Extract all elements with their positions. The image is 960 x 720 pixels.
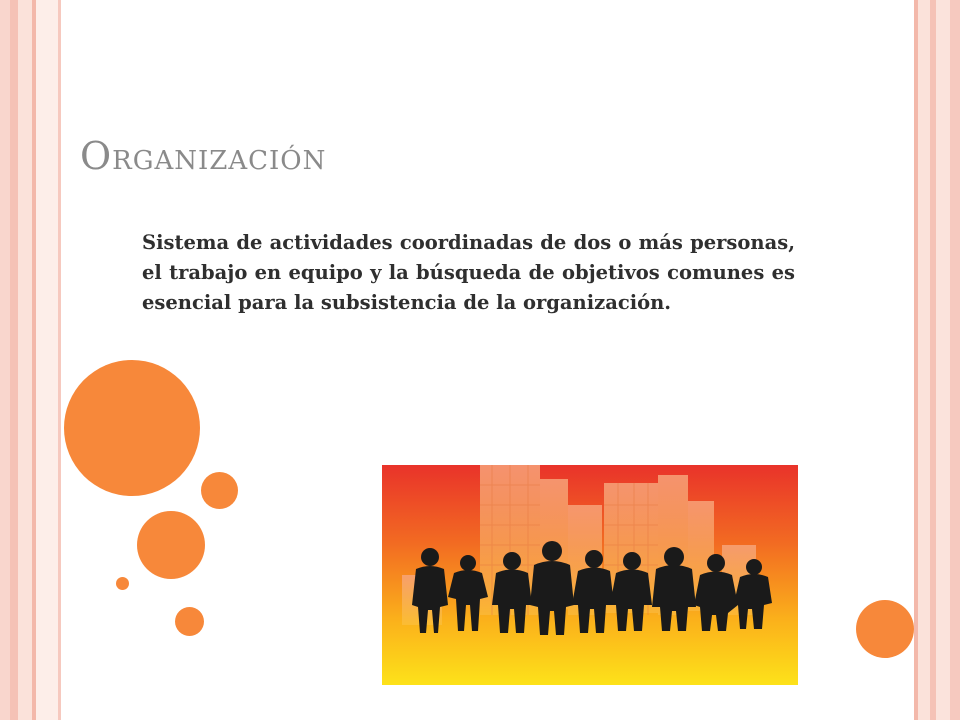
- circle-small-2: [175, 607, 204, 636]
- left-stripe-outer: [0, 0, 10, 720]
- right-stripe-2: [918, 0, 930, 720]
- title-rest: RGANIZACIÓN: [112, 146, 327, 176]
- left-stripe-1: [10, 0, 18, 720]
- left-stripe-4: [36, 0, 58, 720]
- body-paragraph: Sistema de actividades coordinadas de dos o más personas, el trabajo en equipo y la búsqueda de objetivos comunes es esencial para la subsistencia de la organización.: [142, 231, 795, 314]
- slide-title: [80, 134, 326, 178]
- right-stripe-5: [950, 0, 960, 720]
- circle-medium: [137, 511, 205, 579]
- circle-tiny: [116, 577, 129, 590]
- circle-large: [64, 360, 200, 496]
- circle-right: [856, 600, 914, 658]
- circle-small-1: [201, 472, 238, 509]
- business-team-silhouette-image: [382, 465, 798, 685]
- title-initial: O: [80, 134, 113, 178]
- left-stripe-5: [58, 0, 61, 720]
- left-stripe-2: [18, 0, 32, 720]
- right-stripe-4: [936, 0, 950, 720]
